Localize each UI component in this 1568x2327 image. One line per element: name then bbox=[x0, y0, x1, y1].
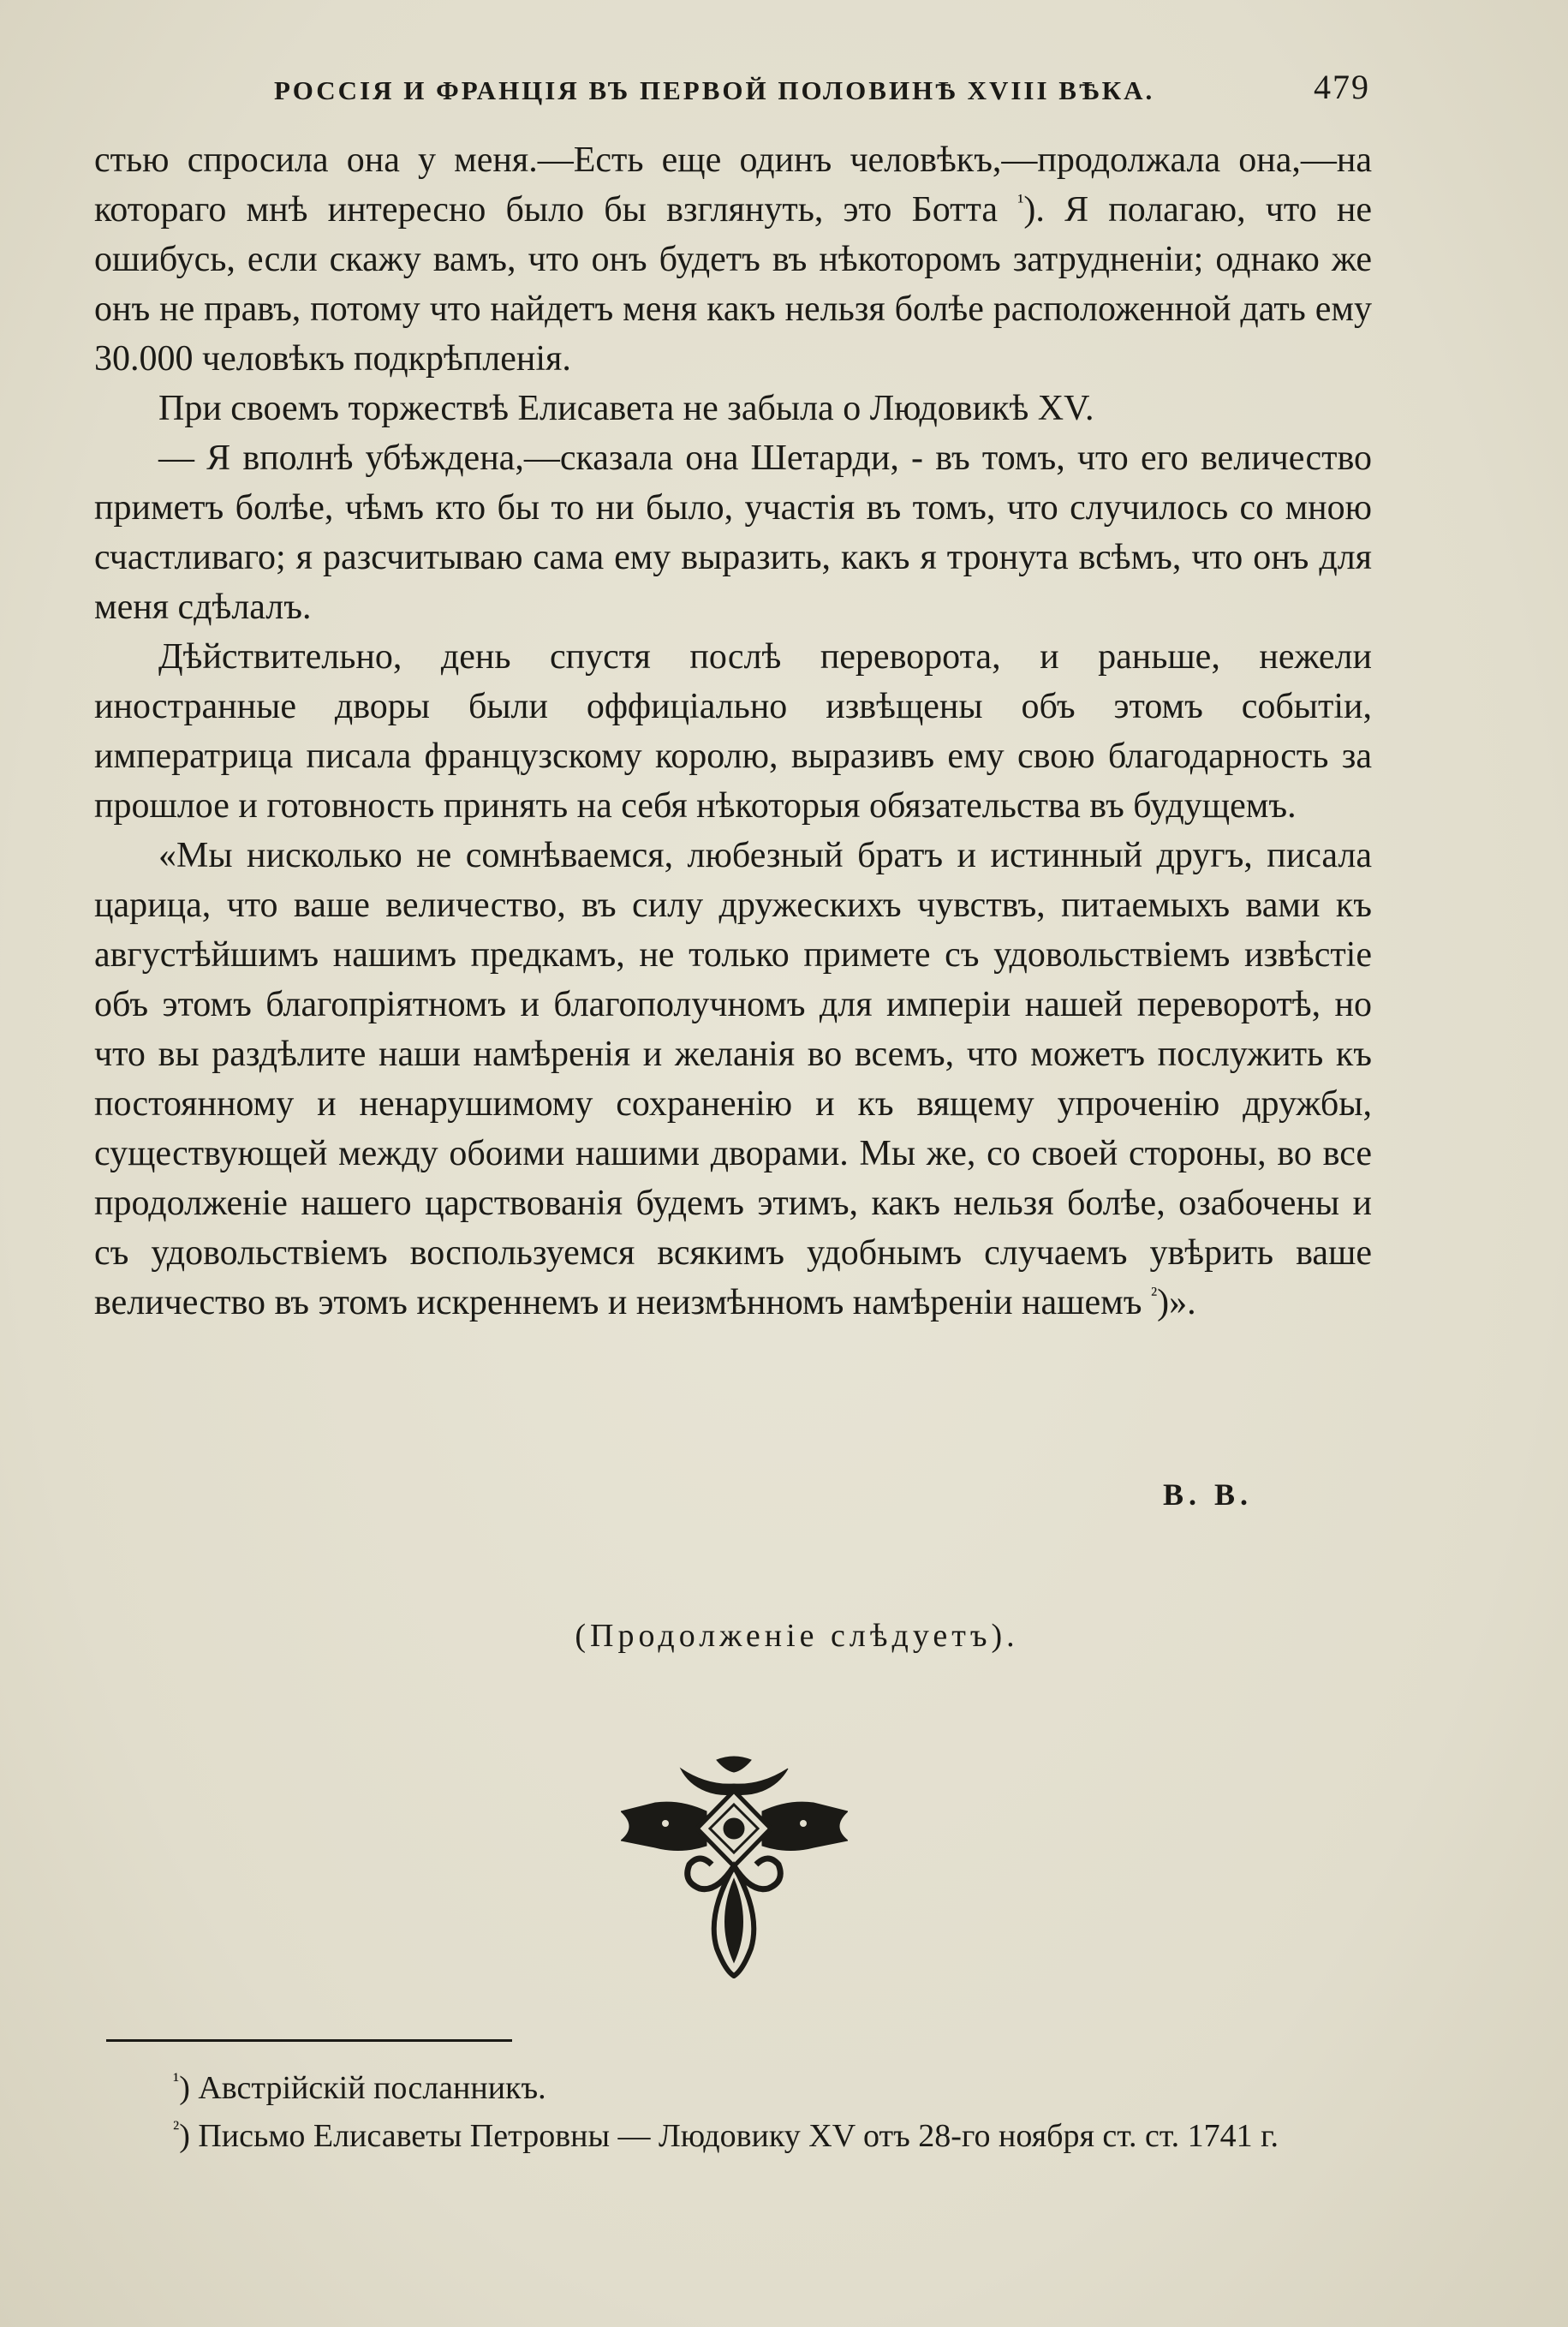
continued-note: (Продолженіе слѣдуетъ). bbox=[575, 1618, 1019, 1654]
body-text bbox=[94, 135, 1372, 1328]
quoted-letter-paragraph bbox=[94, 831, 1372, 1328]
footnote bbox=[94, 2064, 1379, 2112]
footnote-ref: ¹ bbox=[1017, 191, 1024, 213]
text-run: Дѣйствительно, день спустя послѣ переворота, и раньше, нежели иностранные дворы были оффиціально извѣщены объ этомъ событіи, императрица писала французскому королю, выразивъ ему свою благодарность за прошлое и готовность принять на себя нѣкоторыя обязательства въ будущемъ. bbox=[94, 637, 1372, 826]
footnote bbox=[94, 2112, 1379, 2160]
footnote-text: ) Австрійскій посланникъ. bbox=[179, 2070, 546, 2106]
footnote-text: ) Письмо Елисаветы Петровны — Людовику XV отъ 28-го ноября ст. ст. 1741 г. bbox=[179, 2118, 1279, 2154]
author-signature: В. В. bbox=[1162, 1477, 1253, 1512]
paragraph bbox=[94, 433, 1372, 632]
text-run: стью спросила она у меня.—Есть еще одинъ человѣкъ,—продолжала она,—на котораго мнѣ интересно было бы взглянуть, это Ботта bbox=[94, 140, 1372, 230]
footnote-marker: ² bbox=[173, 2117, 180, 2140]
paragraph bbox=[94, 632, 1372, 831]
paragraph bbox=[94, 384, 1372, 433]
page-number: 479 bbox=[1314, 68, 1370, 106]
footnote-marker: ¹ bbox=[173, 2069, 180, 2092]
footnote-separator bbox=[106, 2039, 512, 2042]
footnote-ref: ² bbox=[1150, 1284, 1158, 1306]
text-run: — Я вполнѣ убѣждена,—сказала она Шетарди, - въ томъ, что его величество приметъ болѣе, чѣмъ кто бы то ни было, участія въ томъ, что случилось со мною счастливаго; я разсчитываю сама ему выразить, какъ я тронута всѣмъ, что онъ для меня сдѣлалъ. bbox=[94, 439, 1372, 627]
running-head: РОССІЯ И ФРАНЦІЯ ВЪ ПЕРВОЙ ПОЛОВИНѢ XVIII ВѢКА. bbox=[274, 75, 1155, 105]
ornament-vignette bbox=[621, 1751, 848, 1978]
paragraph bbox=[94, 135, 1372, 384]
text-run: При своемъ торжествѣ Елисавета не забыла о Людовикѣ XV. bbox=[158, 389, 1094, 428]
text-run: «Мы нисколько не сомнѣваемся, любезный братъ и истинный другъ, писала царица, что ваше величество, въ силу дружескихъ чувствъ, питаемыхъ вами къ августѣйшимъ нашимъ предкамъ, не только примете съ удовольствіемъ извѣстіе объ этомъ благопріятномъ и благополучномъ для имперіи нашей переворотѣ, но что вы раздѣлите наши намѣренія и желанія во всемъ, что можетъ послужить къ постоянному и ненарушимому сохраненію и къ вящему упроченію дружбы, существующей между обоими нашими дворами. Мы же, со своей стороны, во все продолженіе нашего царствованія будемъ этимъ, какъ нельзя болѣе, озабочены и съ удовольствіемъ воспользуемся всякимъ удобнымъ случаемъ увѣрить ваше величество въ этомъ искреннемъ и неизмѣнномъ намѣреніи нашемъ bbox=[94, 836, 1372, 1322]
text-run: ). Я полагаю, что не ошибусь, если скажу вамъ, что онъ будетъ въ нѣкоторомъ затрудненіи; однако же онъ не правъ, потому что найдетъ меня какъ нельзя болѣе расположенной дать ему 30.000 человѣкъ подкрѣпленія. bbox=[94, 190, 1373, 379]
footnotes bbox=[94, 2064, 1379, 2160]
text-run: )». bbox=[1157, 1283, 1196, 1322]
page-header bbox=[274, 67, 1370, 110]
